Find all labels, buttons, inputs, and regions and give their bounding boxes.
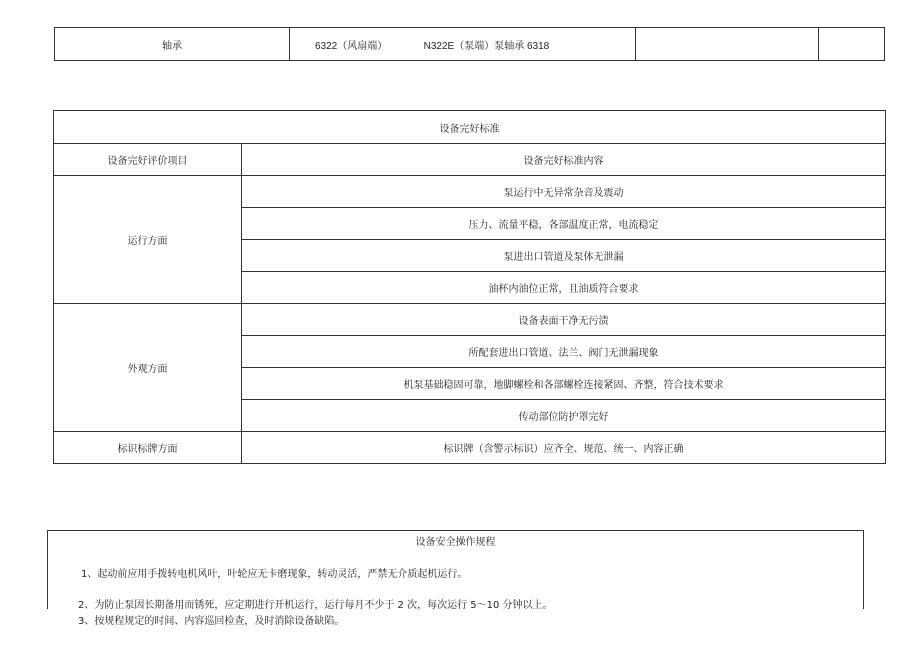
standard-item: 油杯内油位正常，且油质符合要求: [242, 272, 886, 304]
bearing-empty-cell-2: [819, 28, 885, 61]
group-name: 外观方面: [54, 304, 242, 432]
standard-item: 泵进出口管道及泵体无泄漏: [242, 240, 886, 272]
bearing-spec-pump: N322E（泵端）泵轴承 6318: [423, 40, 550, 52]
standard-item: 标识牌（含警示标识）应齐全、规范、统一、内容正确: [242, 432, 886, 464]
safety-step-1: 1、起动前应用手拨转电机风叶，叶轮应无卡磨现象，转动灵活，严禁无介质起机运行。: [81, 569, 468, 580]
table-row: [54, 304, 886, 336]
standards-table: [53, 110, 886, 464]
table-row: [54, 176, 886, 208]
bearing-table: [54, 27, 885, 61]
bearing-spec: [290, 28, 636, 61]
standard-item: 设备表面干净无污渍: [242, 304, 886, 336]
standards-header-row: [54, 144, 886, 176]
group-name: 运行方面: [54, 176, 242, 304]
safety-step-2: 2、为防止泵因长期备用而锈死，应定期进行开机运行，运行每月不少于 2 次，每次运行 5～10 分钟以上。: [78, 600, 553, 611]
group-name: 标识标牌方面: [54, 432, 242, 464]
bearing-empty-cell-1: [636, 28, 819, 61]
column-header-content: 设备完好标准内容: [242, 144, 886, 176]
standard-item: 压力、流量平稳，各部温度正常，电流稳定: [242, 208, 886, 240]
standards-title-row: [54, 111, 886, 144]
safety-step-3: 3、按规程规定的时间、内容巡回检查，及时消除设备缺陷。: [78, 616, 345, 627]
bearing-label: 轴承: [55, 28, 290, 61]
standard-item: 机泵基础稳固可靠，地脚螺栓和各部螺栓连接紧固、齐整，符合技术要求: [242, 368, 886, 400]
column-header-item: 设备完好评价项目: [54, 144, 242, 176]
standard-item: 传动部位防护罩完好: [242, 400, 886, 432]
bearing-row: [55, 28, 885, 61]
standard-item: 所配套进出口管道、法兰、阀门无泄漏现象: [242, 336, 886, 368]
bearing-spec-fan: 6322（风扇端）: [315, 40, 388, 52]
safety-title: 设备安全操作规程: [415, 537, 496, 548]
table-row: [54, 432, 886, 464]
standards-title: 设备完好标准: [54, 111, 886, 144]
standard-item: 泵运行中无异常杂音及震动: [242, 176, 886, 208]
